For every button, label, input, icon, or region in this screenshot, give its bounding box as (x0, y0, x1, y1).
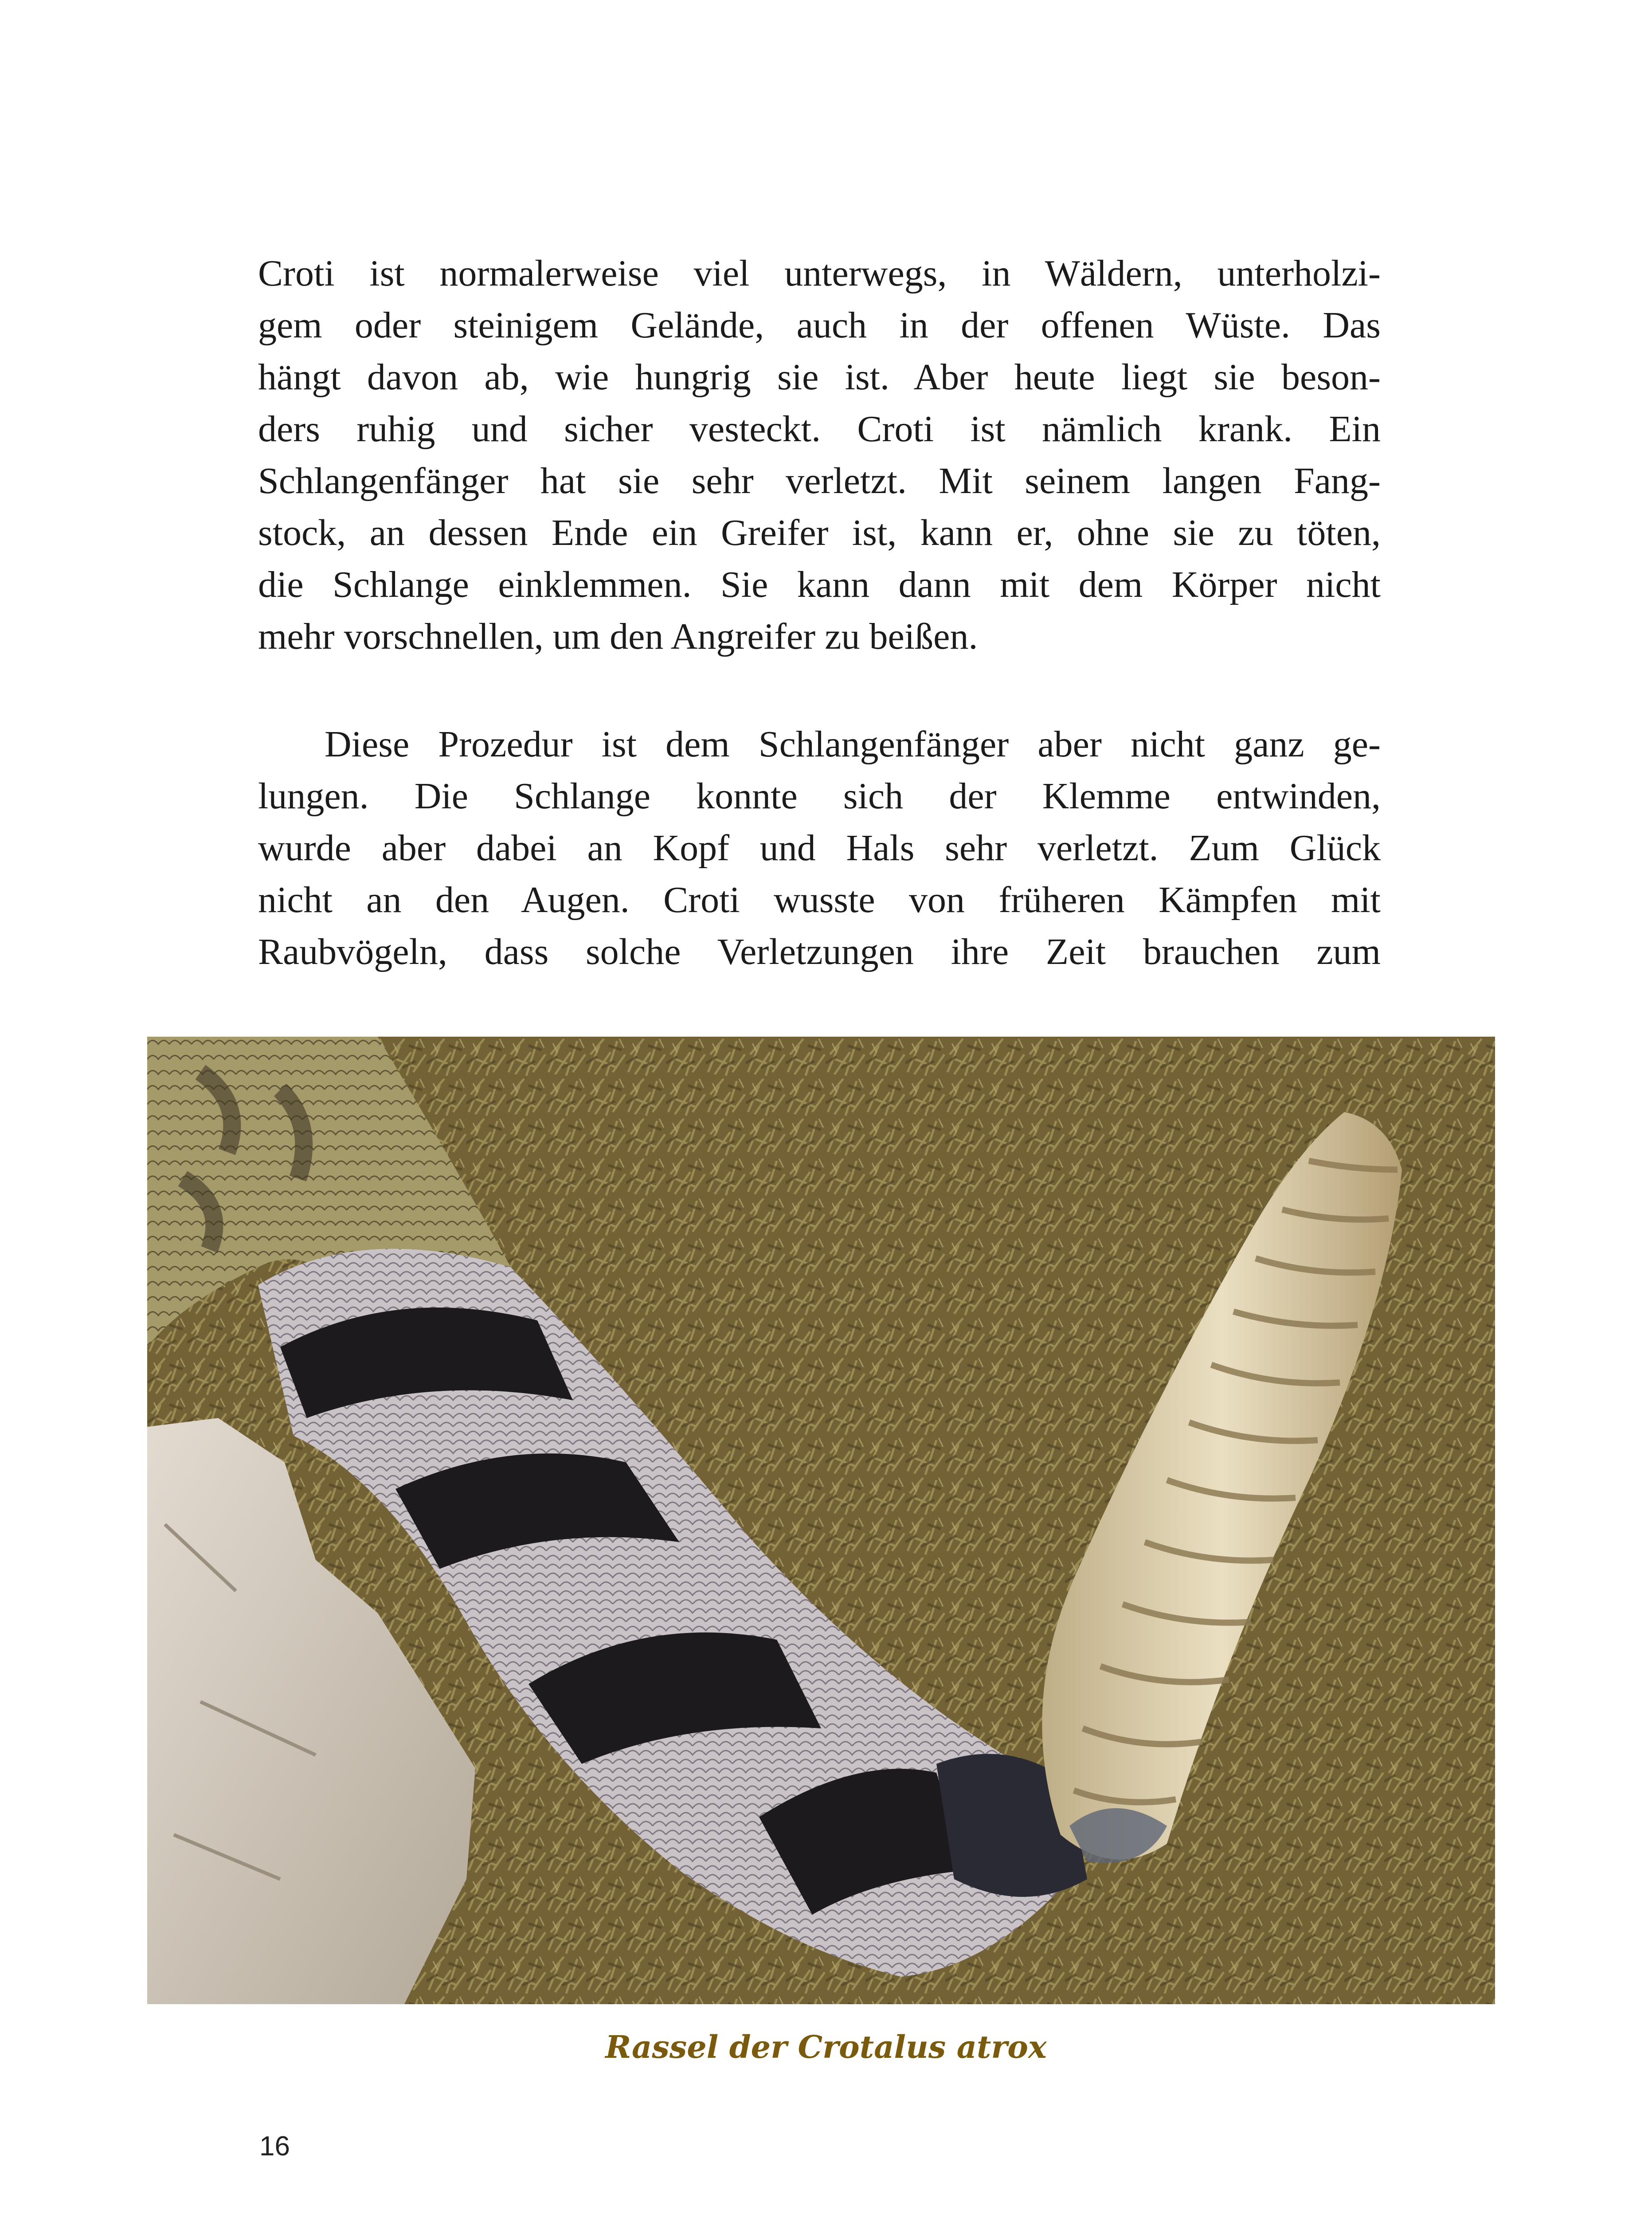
photo-illustration (147, 1037, 1495, 2004)
text-line: ders ruhig und sicher vesteckt. Croti ist nämlich krank. Ein (258, 408, 1381, 450)
text-line: hängt davon ab, wie hungrig sie ist. Aber heute liegt sie beson- (258, 356, 1381, 398)
page-number: 16 (259, 2131, 290, 2162)
text-line: stock, an dessen Ende ein Greifer ist, kann er, ohne sie zu töten, (258, 512, 1381, 553)
text-line: wurde aber dabei an Kopf und Hals sehr verletzt. Zum Glück (258, 827, 1381, 869)
text-line: die Schlange einklemmen. Sie kann dann mit dem Körper nicht (258, 564, 1381, 605)
text-line: Raubvögeln, dass solche Verletzungen ihre Zeit brauchen zum (258, 931, 1381, 972)
rattlesnake-rattle-photo (147, 1037, 1495, 2004)
text-line: Schlangenfänger hat sie sehr verletzt. Mit seinem langen Fang- (258, 460, 1381, 501)
paragraph-1 (258, 247, 1381, 662)
text-line: nicht an den Augen. Croti wusste von früheren Kämpfen mit (258, 879, 1381, 920)
text-line: gem oder steinigem Gelände, auch in der offenen Wüste. Das (258, 305, 1381, 346)
paragraph-2 (258, 718, 1381, 978)
text-line: Diese Prozedur ist dem Schlangenfänger aber nicht ganz ge- (325, 724, 1381, 765)
photo-caption: Rassel der Crotalus atrox (605, 2029, 1047, 2065)
text-line: lungen. Die Schlange konnte sich der Klemme entwinden, (258, 776, 1381, 817)
text-line: mehr vorschnellen, um den Angreifer zu beißen. (258, 616, 978, 657)
text-line: Croti ist normalerweise viel unterwegs, in Wäldern, unterholzi- (258, 253, 1381, 294)
